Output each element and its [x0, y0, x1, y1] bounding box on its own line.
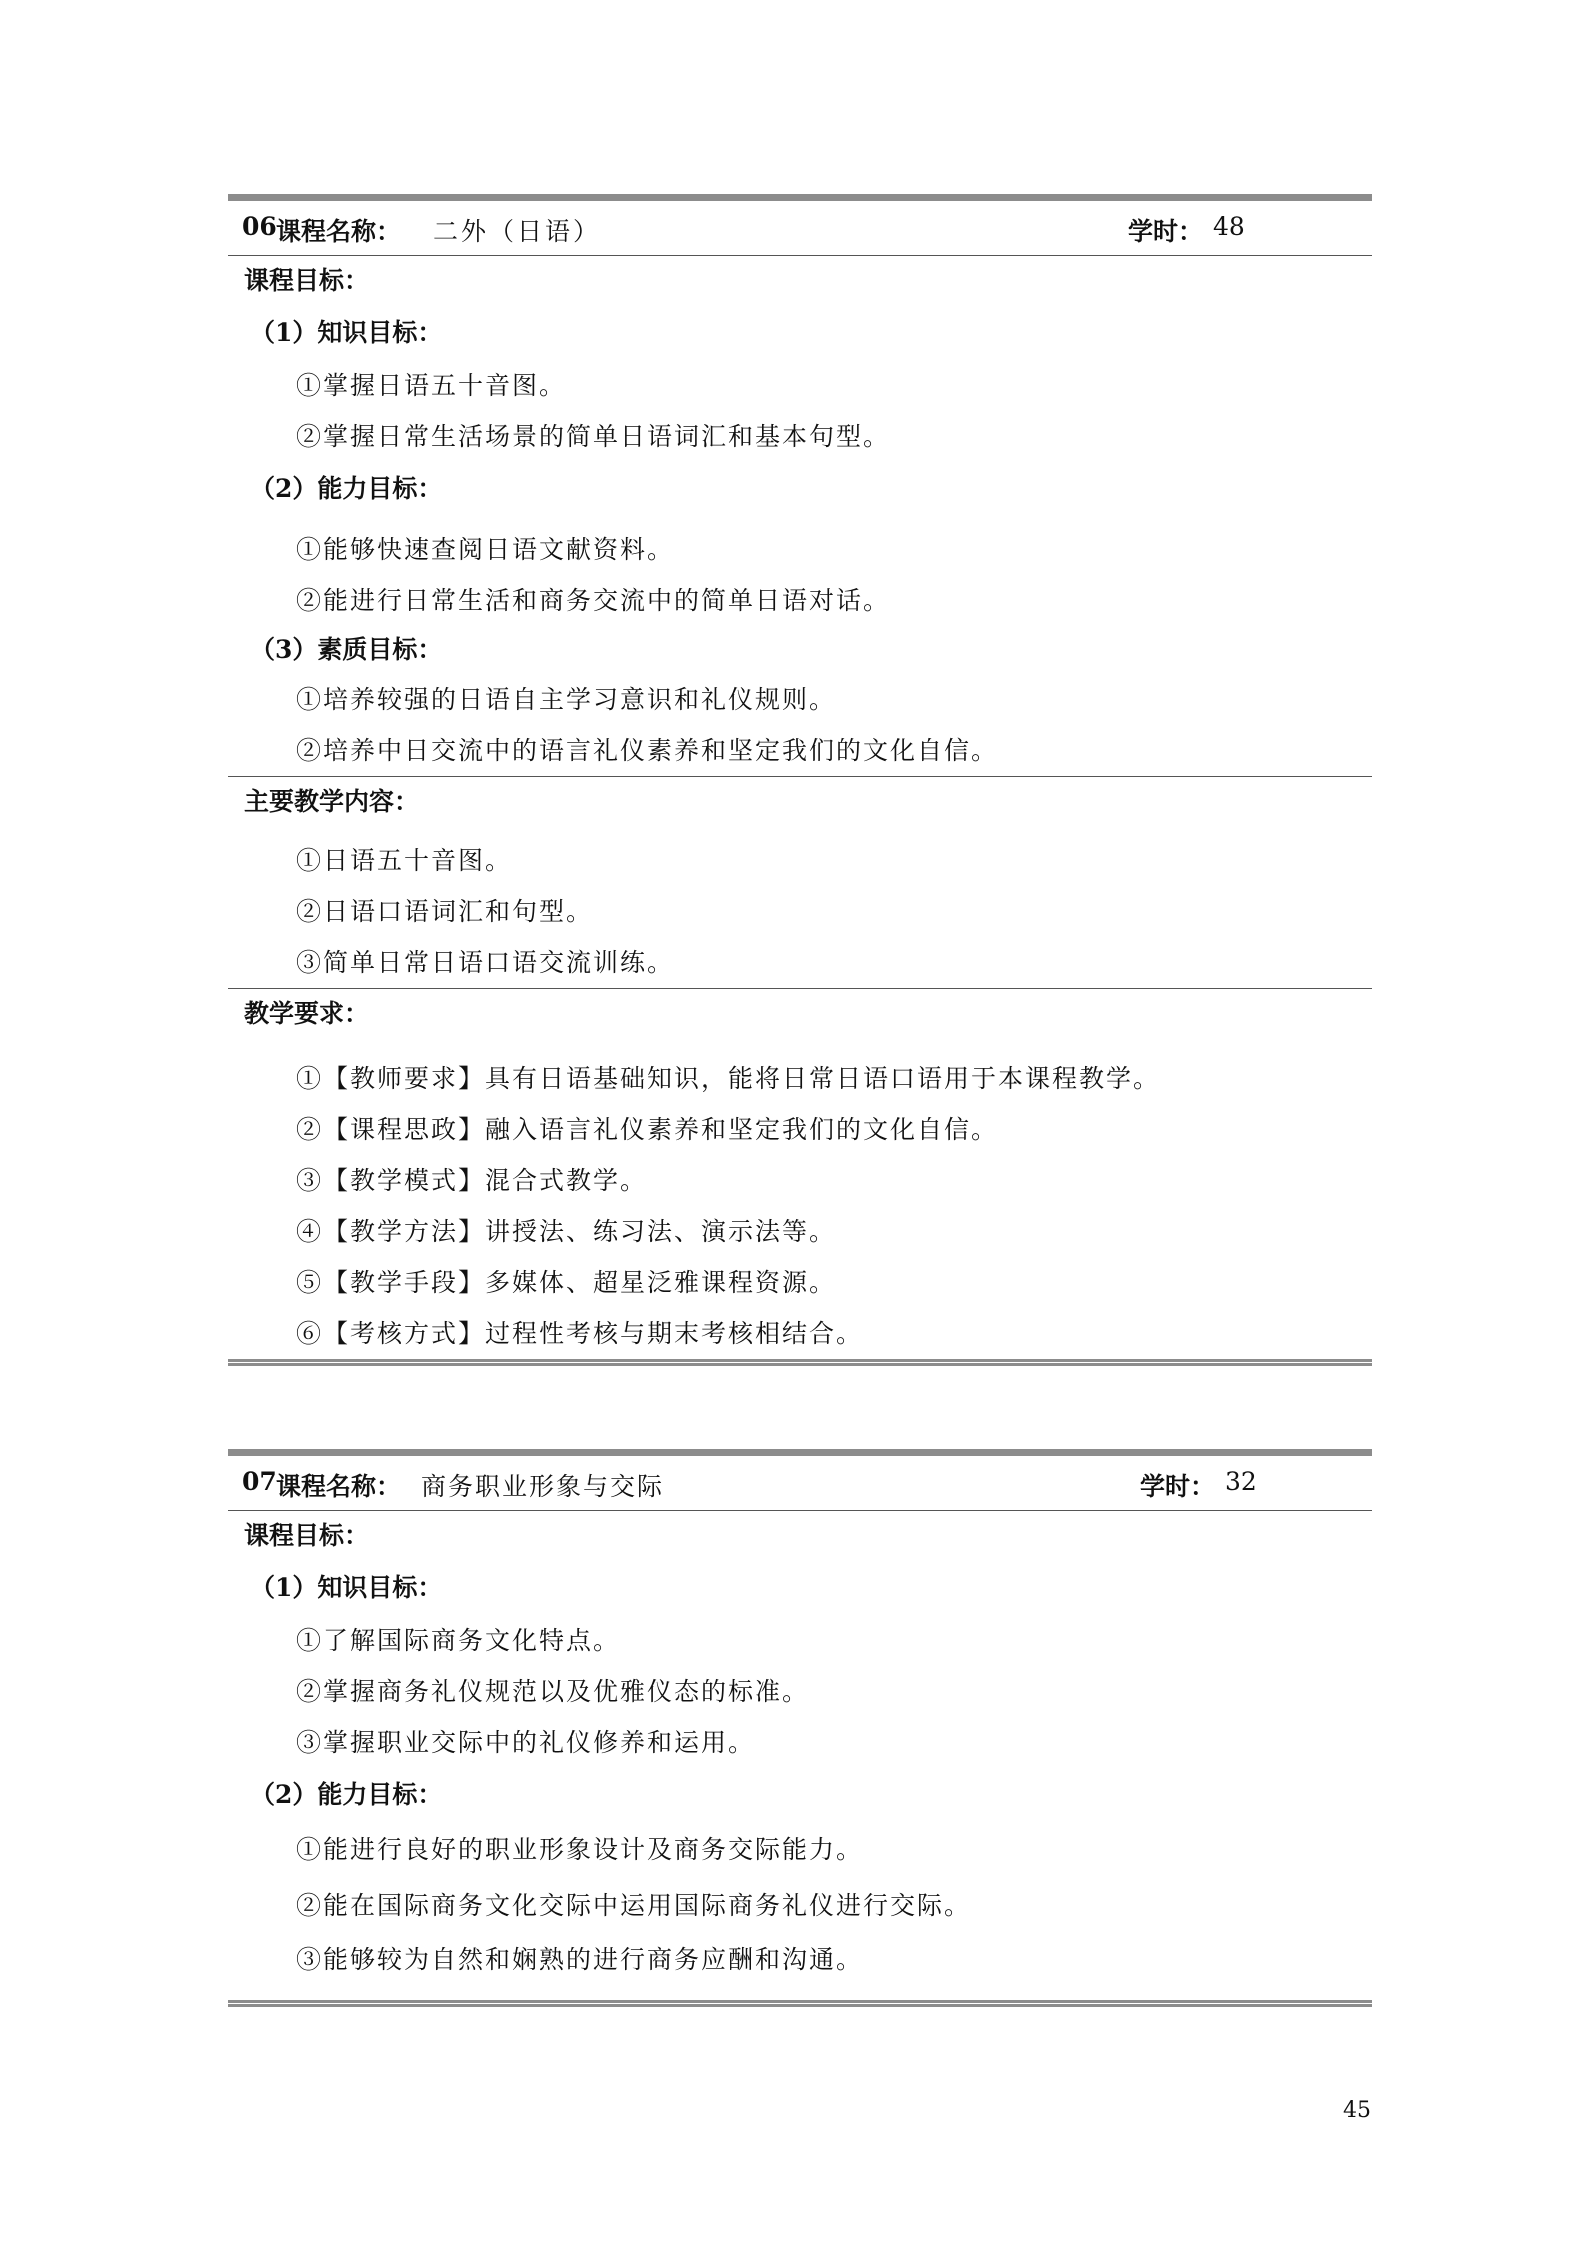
course-code: 07	[242, 1467, 277, 1496]
quality-title: （3）素质目标：	[250, 635, 443, 664]
list-item: ①掌握日语五十音图。	[296, 371, 567, 400]
list-item: ③简单日常日语口语交流训练。	[296, 948, 675, 977]
list-item: ⑤【教学手段】多媒体、超星泛雅课程资源。	[296, 1268, 837, 1297]
list-item: ①了解国际商务文化特点。	[296, 1626, 621, 1655]
course-header	[228, 1456, 1372, 1510]
list-item: ③掌握职业交际中的礼仪修养和运用。	[296, 1728, 756, 1757]
list-item: ①能进行良好的职业形象设计及商务交际能力。	[296, 1835, 864, 1864]
list-item: ②能进行日常生活和商务交流中的简单日语对话。	[296, 586, 891, 615]
course-name-label: 课程名称：	[276, 217, 402, 246]
course-code: 06	[242, 212, 277, 241]
list-item: ②掌握商务礼仪规范以及优雅仪态的标准。	[296, 1677, 810, 1706]
top-rule	[228, 194, 1372, 201]
page-number: 45	[1343, 2098, 1371, 2123]
ability-title: （2）能力目标：	[250, 474, 443, 503]
course-07	[228, 1449, 1372, 2007]
list-item: ①【教师要求】具有日语基础知识，能将日常日语口语用于本课程教学。	[296, 1064, 1161, 1093]
knowledge-title: （1）知识目标：	[250, 1573, 443, 1602]
list-item: ②日语口语词汇和句型。	[296, 897, 594, 926]
knowledge-title: （1）知识目标：	[250, 318, 443, 347]
objectives-title: 课程目标：	[244, 266, 370, 295]
list-item: ②【课程思政】融入语言礼仪素养和坚定我们的文化自信。	[296, 1115, 999, 1144]
course-header	[228, 201, 1372, 255]
requirements-title: 教学要求：	[244, 999, 370, 1028]
list-item: ①日语五十音图。	[296, 846, 513, 875]
course-06	[228, 194, 1372, 1366]
list-item: ①培养较强的日语自主学习意识和礼仪规则。	[296, 685, 837, 714]
list-item: ③【教学模式】混合式教学。	[296, 1166, 648, 1195]
content-title: 主要教学内容：	[244, 787, 420, 816]
objectives-title: 课程目标：	[244, 1521, 370, 1550]
hours-value: 48	[1213, 212, 1245, 241]
list-item: ②培养中日交流中的语言礼仪素养和坚定我们的文化自信。	[296, 736, 999, 765]
list-item: ④【教学方法】讲授法、练习法、演示法等。	[296, 1217, 837, 1246]
course-name-label: 课程名称：	[276, 1472, 402, 1501]
course-name: 二外（日语）	[433, 217, 602, 246]
ability-title: （2）能力目标：	[250, 1780, 443, 1809]
bottom-rule	[228, 1359, 1372, 1366]
list-item: ③能够较为自然和娴熟的进行商务应酬和沟通。	[296, 1945, 864, 1974]
hours-label: 学时：	[1128, 217, 1204, 246]
top-rule	[228, 1449, 1372, 1456]
list-item: ②能在国际商务文化交际中运用国际商务礼仪进行交际。	[296, 1891, 972, 1920]
list-item: ①能够快速查阅日语文献资料。	[296, 535, 675, 564]
course-name: 商务职业形象与交际	[421, 1472, 665, 1501]
bottom-rule	[228, 2000, 1372, 2007]
hours-label: 学时：	[1140, 1472, 1216, 1501]
list-item: ⑥【考核方式】过程性考核与期末考核相结合。	[296, 1319, 864, 1348]
list-item: ②掌握日常生活场景的简单日语词汇和基本句型。	[296, 422, 891, 451]
hours-value: 32	[1225, 1467, 1257, 1496]
